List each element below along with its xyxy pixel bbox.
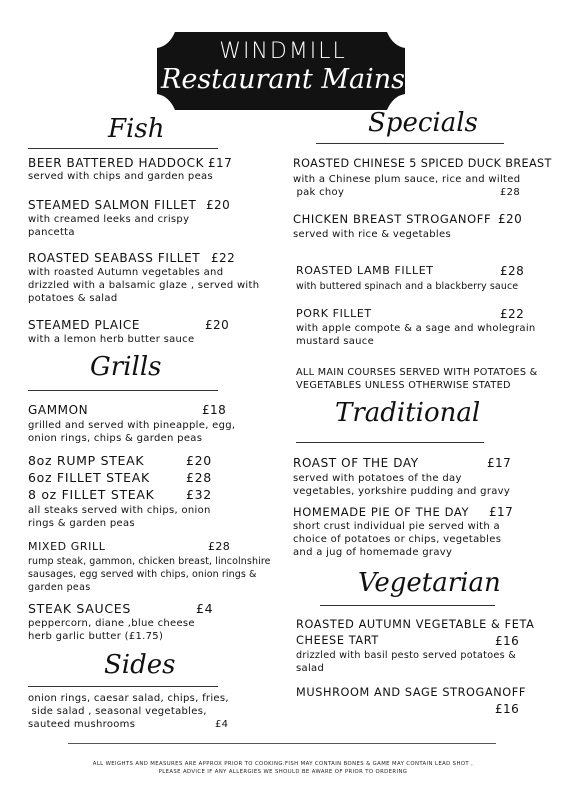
item-price: £20 <box>206 198 231 212</box>
fish-divider <box>28 148 218 149</box>
item-name: STEAK SAUCES <box>28 601 132 616</box>
footer-line: ALL WEIGHTS AND MEASURES ARE APPROX PRIOR TO COOKING.FISH MAY CONTAIN BONES & GAME MAY CONTAIN LEAD SHOT , <box>92 761 474 767</box>
item-description: vegetables, yorkshire pudding and gravy <box>293 486 511 497</box>
item-description: pak choy <box>293 187 345 198</box>
sides-divider <box>28 686 218 687</box>
item-name: ROASTED CHINESE 5 SPICED DUCK BREAST <box>293 157 552 170</box>
item-description: choice of potatoes or chips, vegetables <box>293 534 502 545</box>
item-price: £20 <box>186 453 212 468</box>
item-name: MUSHROOM AND SAGE STROGANOFF <box>296 686 526 699</box>
item-description: onion rings, chips & garden peas <box>28 433 203 444</box>
traditional-heading: Traditional <box>335 398 481 428</box>
grills-divider <box>28 390 218 391</box>
item-name: STEAMED SALMON FILLET <box>28 198 197 212</box>
item-name: PORK FILLET <box>296 307 372 320</box>
item-price: £28 <box>186 470 212 485</box>
item-description: drizzled with a balsamic glaze , served with <box>28 280 260 291</box>
specials-heading: Specials <box>368 108 478 138</box>
item-name: CHEESE TART <box>296 634 379 647</box>
item-description: short crust individual pie served with a <box>293 521 500 532</box>
item-description: rings & garden peas <box>28 518 135 529</box>
item-price: £4 <box>196 601 214 616</box>
specials-note: ALL MAIN COURSES SERVED WITH POTATOES & <box>296 367 538 378</box>
item-name: 6oz FILLET STEAK <box>28 470 150 485</box>
item-price: £17 <box>487 456 512 470</box>
item-price: £32 <box>186 487 212 502</box>
item-description: potatoes & salad <box>28 293 118 304</box>
item-price: £20 <box>205 318 230 332</box>
item-description: with roasted Autumn vegetables and <box>28 267 224 278</box>
item-price: £17 <box>208 156 233 170</box>
specials-note: VEGETABLES UNLESS OTHERWISE STATED <box>296 380 511 391</box>
restaurant-name: WINDMILL <box>219 39 347 64</box>
vegetarian-divider <box>320 605 495 606</box>
item-price: £28 <box>500 187 520 198</box>
footer-disclaimer <box>0 760 566 776</box>
item-description: with creamed leeks and crispy <box>28 214 190 225</box>
item-name: CHICKEN BREAST STROGANOFF <box>293 212 492 226</box>
menu-title: Restaurant Mains <box>161 64 405 95</box>
item-name: STEAMED PLAICE <box>28 318 141 332</box>
footer-divider <box>68 743 496 744</box>
item-name: 8 oz FILLET STEAK <box>28 487 155 502</box>
item-description: pancetta <box>28 227 75 238</box>
item-name: ROAST OF THE DAY <box>293 456 419 470</box>
traditional-divider <box>296 442 484 443</box>
item-price: £17 <box>489 505 514 519</box>
item-name: MIXED GRILL <box>28 540 106 553</box>
item-description: all steaks served with chips, onion <box>28 505 211 516</box>
item-name: ROASTED AUTUMN VEGETABLE & FETA <box>296 618 535 631</box>
item-description: garden peas <box>28 582 91 593</box>
item-price: £18 <box>202 403 227 417</box>
item-description: served with rice & vegetables <box>293 229 451 240</box>
sides-heading: Sides <box>104 650 176 680</box>
item-description: sauteed mushrooms <box>28 719 136 730</box>
item-description: and a jug of homemade gravy <box>293 547 453 558</box>
item-description: with buttered spinach and a blackberry sauce <box>296 281 519 292</box>
item-price: £16 <box>495 634 520 648</box>
item-description: salad <box>296 663 325 674</box>
item-description: herb garlic butter (£1.75) <box>28 631 164 642</box>
item-description: onion rings, caesar salad, chips, fries, <box>28 693 229 704</box>
fish-heading: Fish <box>108 114 165 144</box>
item-description: served with chips and garden peas <box>28 171 213 182</box>
item-description: served with potatoes of the day <box>293 473 462 484</box>
item-description: with a lemon herb butter sauce <box>28 334 195 345</box>
item-description: with apple compote & a sage and wholegrain <box>296 323 536 334</box>
item-description: drizzled with basil pesto served potatoes & <box>296 650 517 661</box>
item-name: GAMMON <box>28 403 89 417</box>
item-description: rump steak, gammon, chicken breast, lincolnshire <box>28 556 271 567</box>
specials-divider <box>316 143 504 144</box>
item-description: with a Chinese plum sauce, rice and wilted <box>293 174 521 185</box>
item-price: £22 <box>211 251 236 265</box>
item-name: BEER BATTERED HADDOCK <box>28 156 205 170</box>
footer-line: PLEASE ADVICE IF ANY ALLERGIES WE SHOULD BE AWARE OF PRIOR TO ORDERING <box>158 769 408 775</box>
item-price: £28 <box>208 540 231 553</box>
item-price: £22 <box>500 307 525 321</box>
item-description: grilled and served with pineapple, egg, <box>28 420 236 431</box>
item-description: mustard sauce <box>296 336 375 347</box>
item-description: peppercorn, diane ,blue cheese <box>28 618 195 629</box>
grills-heading: Grills <box>90 352 162 382</box>
item-name: ROASTED LAMB FILLET <box>296 264 434 277</box>
item-description: sausages, egg served with chips, onion rings & <box>28 569 257 580</box>
item-price: £16 <box>495 702 520 716</box>
item-description: side salad , seasonal vegetables, <box>28 706 207 717</box>
item-price: £4 <box>215 719 229 730</box>
item-name: 8oz RUMP STEAK <box>28 453 145 468</box>
item-price: £20 <box>498 212 523 226</box>
item-name: ROASTED SEABASS FILLET <box>28 251 201 265</box>
item-price: £28 <box>500 264 525 278</box>
item-name: HOMEMADE PIE OF THE DAY <box>293 505 470 519</box>
vegetarian-heading: Vegetarian <box>358 568 501 598</box>
